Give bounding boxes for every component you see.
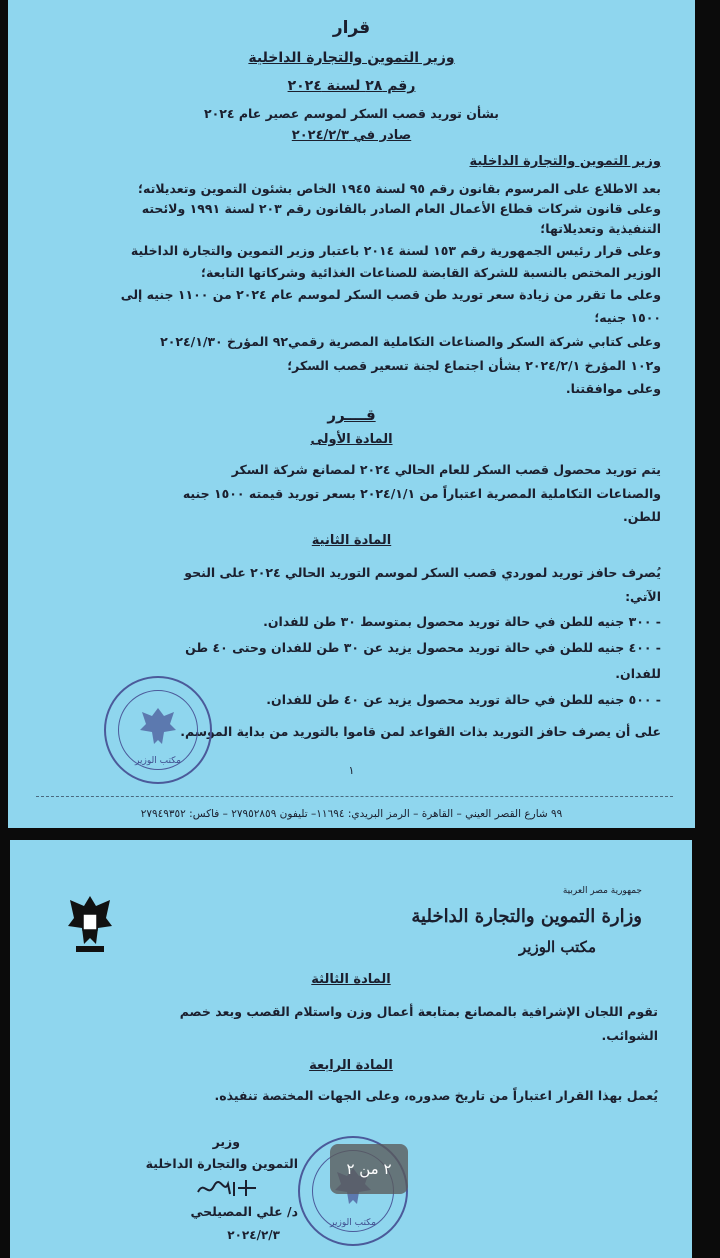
preamble-line: ١٥٠٠ جنيه؛ — [594, 310, 661, 325]
article-2-line: على أن يصرف حافز التوريد بذات القواعد لمن قاموا بالتوريد من بداية الموسم. — [180, 724, 661, 739]
document-page-2 — [10, 840, 692, 1258]
footer-address: ٩٩ شارع القصر العيني – القاهرة – الرمز البريدي: ١١٦٩٤– تليفون ٢٧٩٥٢٨٥٩ – فاكس: ٢٧٩٤٩٣٥٢ — [140, 808, 563, 820]
article-4-line: يُعمل بهذا القرار اعتباراً من تاريخ صدوره، وعلى الجهات المختصة تنفيذه. — [214, 1088, 658, 1103]
article-4-title: المادة الرابعة — [309, 1058, 393, 1073]
article-3-line: الشوائب. — [601, 1028, 658, 1043]
decided-heading: قــــرر — [327, 406, 376, 424]
ministry-stamp — [104, 676, 212, 784]
article-2-title: المادة الثانية — [311, 533, 392, 548]
article-1-line: للطن. — [623, 509, 661, 524]
stamp-label: مكتب الوزير — [330, 1218, 376, 1228]
preamble-line: التنفيذية وتعديلاتها؛ — [540, 221, 661, 236]
article-3-title: المادة الثالثة — [311, 972, 391, 987]
preamble-line: وعلى موافقتنا. — [565, 381, 661, 396]
article-1-line: يتم توريد محصول قصب السكر للعام الحالي ٢٠٢٤ لمصانع شركة السكر — [231, 462, 661, 477]
article-2-line: - ٣٠٠ جنيه للطن في حالة توريد محصول بمتوسط ٣٠ طن للفدان. — [263, 614, 661, 629]
preamble-line: وعلى ما تقرر من زيادة سعر توريد طن قصب السكر لموسم عام ٢٠٢٤ من ١١٠٠ جنيه إلى — [120, 287, 661, 302]
preamble-line: الوزير المختص بالنسبة للشركة القابضة للصناعات الغذائية وشركاتها التابعة؛ — [201, 265, 661, 280]
stamp-label: مكتب الوزير — [135, 756, 181, 766]
decree-number: رقم ٢٨ لسنة ٢٠٢٤ — [287, 78, 416, 94]
header-office: مكتب الوزير — [519, 938, 596, 956]
decree-title: قرار — [332, 18, 371, 38]
eagle-emblem-icon — [66, 892, 114, 958]
preamble-line: و١٠٢ المؤرخ ٢٠٢٤/٢/١ بشأن اجتماع لجنة تسعير قصب السكر؛ — [287, 358, 661, 373]
handwritten-signature-icon — [194, 1176, 264, 1200]
eagle-emblem-icon — [106, 678, 210, 782]
header-country: جمهورية مصر العربية — [562, 886, 642, 896]
signature-name: د/ علي المصيلحي — [190, 1204, 298, 1219]
issue-date: صادر في ٢٠٢٤/٢/٣ — [291, 128, 412, 143]
article-2-line: يُصرف حافز توريد لموردي قصب السكر لموسم التوريد الحالي ٢٠٢٤ على النحو — [184, 565, 661, 580]
article-2-line: للفدان. — [615, 666, 661, 681]
article-1-line: والصناعات التكاملية المصرية اعتباراً من ٢٠٢٤/١/١ بسعر توريد قيمته ١٥٠٠ جنيه — [182, 486, 661, 501]
article-3-line: تقوم اللجان الإشرافية بالمصانع بمتابعة أعمال وزن واستلام القصب وبعد خصم — [179, 1004, 658, 1019]
article-2-line: الآتي: — [625, 589, 661, 604]
preamble-line: وعلى كتابي شركة السكر والصناعات التكاملية المصرية رقمي٩٢ المؤرخ ٢٠٢٤/١/٣٠ — [160, 334, 661, 349]
article-2-line: - ٥٠٠ جنيه للطن في حالة توريد محصول يزيد عن ٤٠ طن للفدان. — [266, 692, 661, 707]
signature-date: ٢٠٢٤/٢/٣ — [227, 1228, 280, 1242]
article-2-line: - ٤٠٠ جنيه للطن في حالة توريد محصول يزيد عن ٣٠ طن للفدان وحتى ٤٠ طن — [185, 640, 661, 655]
minister-title: وزير التموين والتجارة الداخلية — [248, 50, 455, 66]
footer-divider — [36, 796, 673, 797]
decree-subject: بشأن توريد قصب السكر لموسم عصير عام ٢٠٢٤ — [203, 106, 500, 121]
minister-heading: وزير التموين والتجارة الداخلية — [469, 154, 661, 169]
header-ministry: وزارة التموين والتجارة الداخلية — [411, 906, 642, 927]
article-1-title: المادة الأولى — [310, 432, 393, 447]
page-number: ١ — [348, 764, 355, 777]
document-page-1 — [8, 0, 695, 828]
signature-title-line: وزير — [212, 1134, 240, 1149]
page-indicator-badge: ٢ من ٢ — [330, 1144, 408, 1194]
preamble-line: بعد الاطلاع على المرسوم بقانون رقم ٩٥ لسنة ١٩٤٥ الخاص بشئون التموين وتعديلاته؛ — [138, 181, 661, 196]
signature-title-line: التموين والتجارة الداخلية — [145, 1156, 298, 1171]
preamble-line: وعلى قرار رئيس الجمهورية رقم ١٥٣ لسنة ٢٠١٤ باعتبار وزير التموين والتجارة الداخلية — [130, 243, 661, 258]
preamble-line: وعلى قانون شركات قطاع الأعمال العام الصادر بالقانون رقم ٢٠٣ لسنة ١٩٩١ ولائحته — [141, 201, 661, 216]
